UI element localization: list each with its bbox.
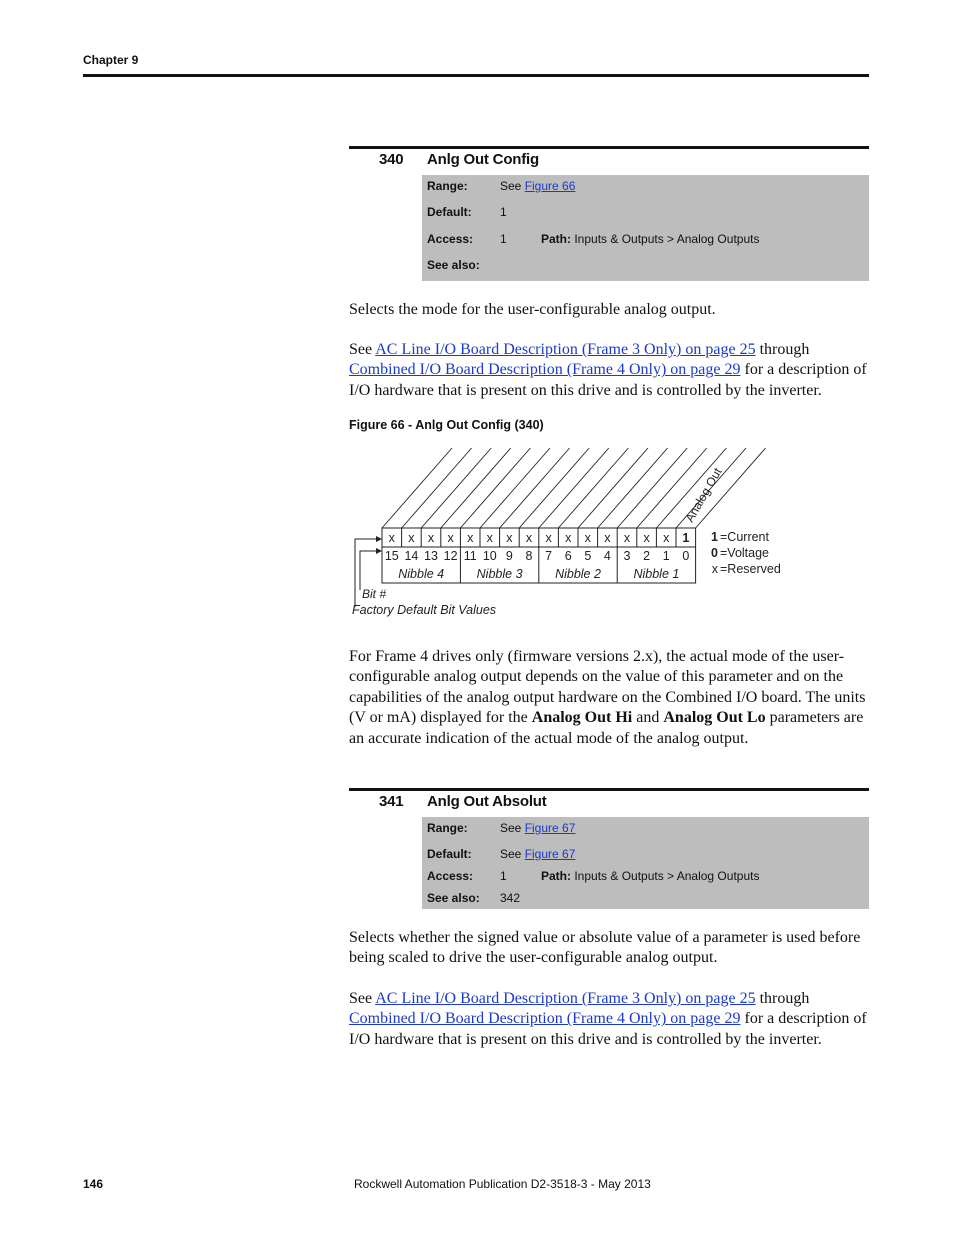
default-label: Default: — [427, 847, 472, 861]
bit-value: x — [506, 531, 513, 545]
bit-number: 1 — [662, 549, 670, 563]
bit-number: 4 — [603, 549, 611, 563]
nibble-label: Nibble 2 — [555, 567, 601, 581]
bit-value: x — [408, 531, 415, 545]
bit-number: 9 — [505, 549, 513, 563]
diagonal-line — [480, 448, 550, 528]
range-label: Range: — [427, 821, 468, 835]
bit-value: x — [388, 531, 395, 545]
factory-default-label: Factory Default Bit Values — [352, 603, 497, 617]
bit-value: x — [663, 531, 670, 545]
see-also-label: See also: — [427, 891, 480, 905]
param-341-table — [422, 817, 869, 909]
param-341-heading — [349, 793, 547, 810]
legend-key: x — [711, 562, 718, 576]
diagonal-line — [598, 448, 668, 528]
default-value: See Figure 67 — [500, 847, 576, 861]
bit-value: x — [525, 531, 533, 545]
bit-value: x — [584, 531, 591, 545]
diagonal-line — [441, 448, 511, 528]
diagonal-line — [500, 448, 570, 528]
see-also-label: See also: — [427, 258, 480, 272]
description-paragraph: Selects the mode for the user-configurable analog output. — [349, 301, 716, 318]
bit-value: x — [623, 531, 631, 545]
bit-number: 12 — [443, 549, 458, 563]
ac-line-io-link[interactable]: AC Line I/O Board Description (Frame 3 Only) on page 25 — [375, 990, 756, 1007]
param-340-heading — [349, 151, 539, 168]
default-label: Default: — [427, 205, 472, 219]
param-341-rule — [349, 788, 869, 791]
param-number: 341 — [379, 793, 404, 810]
bit-number-label: Bit # — [362, 587, 387, 601]
legend-key: 1 — [711, 530, 718, 544]
figure-67-link[interactable]: Figure 67 — [524, 847, 576, 861]
arrow-head-bit — [376, 548, 382, 554]
range-label: Range: — [427, 179, 468, 193]
param-number: 340 — [379, 151, 404, 168]
publication-info: Rockwell Automation Publication D2-3518-3 - May 2013 — [354, 1177, 651, 1191]
bit-number: 6 — [564, 549, 572, 563]
access-label: Access: — [427, 232, 474, 246]
legend-key: 0 — [711, 546, 718, 560]
figure-caption: Figure 66 - Anlg Out Config (340) — [349, 418, 544, 432]
path-value: Path: Inputs & Outputs > Analog Outputs — [541, 232, 760, 246]
access-value: 1 — [500, 232, 507, 246]
bit-value: x — [467, 531, 474, 545]
bit-value: x — [545, 531, 552, 545]
see-also-value: 342 — [500, 891, 521, 905]
bit-number: 2 — [643, 549, 651, 563]
diagonal-line — [382, 448, 452, 528]
diagonal-line — [558, 448, 628, 528]
analog-out-label: Analog Out — [682, 465, 725, 525]
bit-table-text — [385, 531, 689, 581]
diagonal-line — [539, 448, 609, 528]
nibble-label: Nibble 1 — [633, 567, 680, 581]
diagonal-line — [519, 448, 589, 528]
bit-number: 10 — [482, 549, 497, 563]
ac-line-io-link[interactable]: AC Line I/O Board Description (Frame 3 Only) on page 25 — [375, 341, 756, 358]
path-value: Path: Inputs & Outputs > Analog Outputs — [541, 869, 760, 883]
bit-value: x — [643, 531, 650, 545]
range-value: See Figure 66 — [500, 179, 576, 193]
figure-66-link[interactable]: Figure 66 — [524, 179, 576, 193]
legend-text: =Reserved — [720, 562, 781, 576]
bit-number: 15 — [384, 549, 399, 563]
param-name: Anlg Out Absolut — [427, 793, 547, 810]
combined-io-link[interactable]: Combined I/O Board Description (Frame 4 Only) on page 29 — [349, 1010, 741, 1028]
legend-text: =Voltage — [720, 546, 770, 560]
bit-value: x — [427, 531, 435, 545]
access-value: 1 — [500, 869, 507, 883]
legend — [711, 530, 781, 576]
header-rule — [83, 74, 869, 77]
bit-number: 3 — [623, 549, 631, 563]
param-340-rule — [349, 146, 869, 149]
diagonal-line — [578, 448, 648, 528]
access-label: Access: — [427, 869, 474, 883]
page-number: 146 — [83, 1177, 104, 1191]
bit-number: 11 — [463, 549, 477, 563]
combined-io-link[interactable]: Combined I/O Board Description (Frame 4 Only) on page 29 — [349, 361, 741, 379]
bit-value: x — [565, 531, 572, 545]
frame4-paragraph: For Frame 4 drives only (firmware versions 2.x), the actual mode of the user-configurable analog output depends on the value of this parameter and on the capabilities of the analog output hardware on the Combined I/O board. The units (V or mA) displayed for the Analog Out Hi and Analog Out Lo parameters are an accurate indication of the actual mode of the analog output. — [349, 648, 866, 747]
bit-number: 13 — [424, 549, 438, 563]
bit-number: 14 — [404, 549, 419, 563]
param-name: Anlg Out Config — [427, 151, 539, 168]
diagonal-line — [460, 448, 530, 528]
reference-paragraph-2: See AC Line I/O Board Description (Frame 3 Only) on page 25 through Combined I/O Board Description (Frame 4 Only) on page 29 for a description of I/O hardware that is present on this drive and is controlled by the inverter. — [349, 990, 867, 1048]
bit-value: x — [604, 531, 611, 545]
bit-value: x — [447, 531, 454, 545]
arrow-head-value — [376, 536, 382, 542]
absolute-description-paragraph: Selects whether the signed value or absolute value of a parameter is used before being scaled to drive the user-configurable analog output. — [349, 929, 861, 967]
bit-number: 8 — [525, 549, 533, 563]
reference-paragraph: See AC Line I/O Board Description (Frame 3 Only) on page 25 through Combined I/O Board Description (Frame 4 Only) on page 29 for a description of I/O hardware that is present on this drive and is controlled by the inverter. — [349, 341, 867, 399]
bit-value: x — [486, 531, 493, 545]
diagonal-line — [421, 448, 491, 528]
figure-67-link[interactable]: Figure 67 — [524, 821, 576, 835]
diagonal-line — [402, 448, 472, 528]
chapter-label: Chapter 9 — [83, 53, 139, 67]
analog-out-hi: Analog Out Hi — [531, 709, 633, 727]
bit-number: 0 — [682, 549, 690, 563]
nibble-label: Nibble 4 — [398, 567, 445, 581]
legend-text: =Current — [720, 530, 769, 544]
bit-value: 1 — [682, 531, 690, 545]
analog-out-lo: Analog Out Lo — [663, 709, 766, 727]
default-value: 1 — [500, 205, 507, 219]
bit-number: 7 — [545, 549, 553, 563]
bit-number: 5 — [584, 549, 592, 563]
diagonal-line — [617, 448, 687, 528]
range-value: See Figure 67 — [500, 821, 576, 835]
nibble-label: Nibble 3 — [476, 567, 523, 581]
bit-diagram — [345, 440, 805, 620]
param-340-table — [422, 175, 869, 281]
